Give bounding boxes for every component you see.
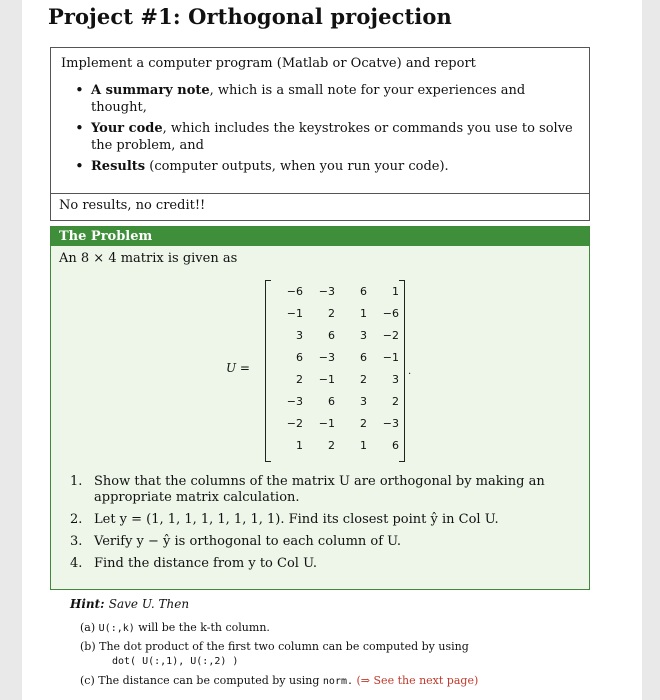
matrix-cell: 3 bbox=[360, 329, 367, 342]
matrix-cell: 1 bbox=[392, 285, 399, 298]
question-number: 4. bbox=[70, 556, 83, 571]
item-bold-label: Your code bbox=[91, 121, 163, 136]
matrix-cell: −3 bbox=[318, 351, 335, 364]
question-text: Find the distance from y to Col U. bbox=[94, 556, 317, 571]
matrix-cell: 3 bbox=[296, 329, 303, 342]
matrix-cell: 2 bbox=[392, 395, 399, 408]
item-text: , which includes the keystrokes or commands you use to solve the problem, and bbox=[91, 121, 573, 153]
matrix-period: . bbox=[408, 366, 412, 377]
hint-title-rest: Save U. Then bbox=[108, 597, 190, 611]
list-item bbox=[73, 82, 578, 116]
hint-label: (c) bbox=[80, 674, 95, 687]
matrix-cell: −3 bbox=[318, 285, 335, 298]
matrix-cell: 2 bbox=[360, 417, 367, 430]
matrix-cell: 6 bbox=[360, 285, 367, 298]
matrix-cell: 1 bbox=[360, 439, 367, 452]
item-bold-label: Results bbox=[91, 159, 146, 174]
requirements-footer: No results, no credit!! bbox=[59, 198, 206, 213]
hint-item-c bbox=[80, 674, 478, 687]
item-bold-label: A summary note bbox=[91, 83, 210, 98]
question-text: Show that the columns of the matrix U are orthogonal by making an appropriate matrix calculation. bbox=[94, 474, 545, 505]
matrix-cell: −6 bbox=[382, 307, 399, 320]
matrix-cell: −1 bbox=[286, 307, 303, 320]
matrix-cell: 2 bbox=[328, 439, 335, 452]
matrix-row bbox=[271, 414, 399, 434]
hint-code-b: dot( U(:,1), U(:,2) ) bbox=[112, 656, 239, 667]
hint-text: The dot product of the first two column can be computed by using bbox=[99, 640, 469, 653]
question-number: 1. bbox=[70, 474, 83, 489]
hint-heading bbox=[70, 597, 189, 611]
matrix-u bbox=[265, 278, 405, 462]
hint-item-a bbox=[80, 621, 270, 634]
list-item bbox=[70, 512, 585, 528]
matrix-cell: 2 bbox=[328, 307, 335, 320]
matrix-cell: −2 bbox=[382, 329, 399, 342]
matrix-cell: 3 bbox=[360, 395, 367, 408]
matrix-row bbox=[271, 436, 399, 456]
matrix-cell: −3 bbox=[286, 395, 303, 408]
hint-item-b bbox=[80, 640, 469, 653]
item-text: , which is a small note for your experiences and thought, bbox=[91, 83, 526, 115]
problem-intro: An 8 × 4 matrix is given as bbox=[59, 251, 238, 266]
matrix-row bbox=[271, 348, 399, 368]
list-item bbox=[70, 474, 585, 506]
divider bbox=[51, 193, 589, 194]
matrix-cell: −3 bbox=[382, 417, 399, 430]
matrix-cell: 6 bbox=[328, 395, 335, 408]
hint-code: norm. bbox=[322, 676, 354, 687]
matrix-right-bracket bbox=[399, 280, 405, 462]
requirements-box bbox=[50, 47, 590, 221]
matrix-cell: −2 bbox=[286, 417, 303, 430]
matrix-cell: 6 bbox=[360, 351, 367, 364]
question-number: 3. bbox=[70, 534, 83, 549]
matrix-cell: 6 bbox=[328, 329, 335, 342]
question-text: Let y = (1, 1, 1, 1, 1, 1, 1, 1). Find its closest point ŷ in Col U. bbox=[94, 512, 499, 527]
item-text: (computer outputs, when you run your code). bbox=[145, 159, 449, 174]
matrix-row bbox=[271, 326, 399, 346]
hint-text: The distance can be computed by using bbox=[98, 674, 320, 687]
list-item bbox=[70, 556, 585, 572]
list-item bbox=[73, 120, 578, 154]
matrix-row bbox=[271, 304, 399, 324]
matrix-cell: −6 bbox=[286, 285, 303, 298]
matrix-cell: 1 bbox=[360, 307, 367, 320]
matrix-cell: 6 bbox=[392, 439, 399, 452]
hint-label: (b) bbox=[80, 640, 96, 653]
requirements-list bbox=[73, 82, 578, 179]
hint-text: will be the k-th column. bbox=[138, 621, 270, 634]
question-number: 2. bbox=[70, 512, 83, 527]
requirements-intro: Implement a computer program (Matlab or Ocatve) and report bbox=[61, 56, 476, 71]
hint-title: Hint: bbox=[70, 597, 105, 611]
matrix-cell: 1 bbox=[296, 439, 303, 452]
matrix-cell: 2 bbox=[296, 373, 303, 386]
question-text: Verify y − ŷ is orthogonal to each column of U. bbox=[94, 534, 402, 549]
matrix-cell: 2 bbox=[360, 373, 367, 386]
right-margin bbox=[642, 0, 660, 700]
hint-code: U(:,k) bbox=[98, 623, 135, 634]
matrix-cell: 6 bbox=[296, 351, 303, 364]
question-list bbox=[70, 474, 585, 578]
left-margin bbox=[0, 0, 22, 700]
problem-header: The Problem bbox=[51, 227, 589, 246]
matrix-cell: −1 bbox=[382, 351, 399, 364]
page-title: Project #1: Orthogonal projection bbox=[48, 4, 452, 29]
matrix-row bbox=[271, 282, 399, 302]
matrix-cell: −1 bbox=[318, 417, 335, 430]
matrix-row bbox=[271, 392, 399, 412]
matrix-label: U = bbox=[226, 361, 250, 375]
hint-label: (a) bbox=[80, 621, 96, 634]
matrix-cell: 3 bbox=[392, 373, 399, 386]
matrix-row bbox=[271, 370, 399, 390]
list-item bbox=[70, 534, 585, 550]
matrix-cell: −1 bbox=[318, 373, 335, 386]
next-page-link[interactable]: (⇒ See the next page) bbox=[356, 674, 479, 687]
list-item bbox=[73, 158, 578, 175]
